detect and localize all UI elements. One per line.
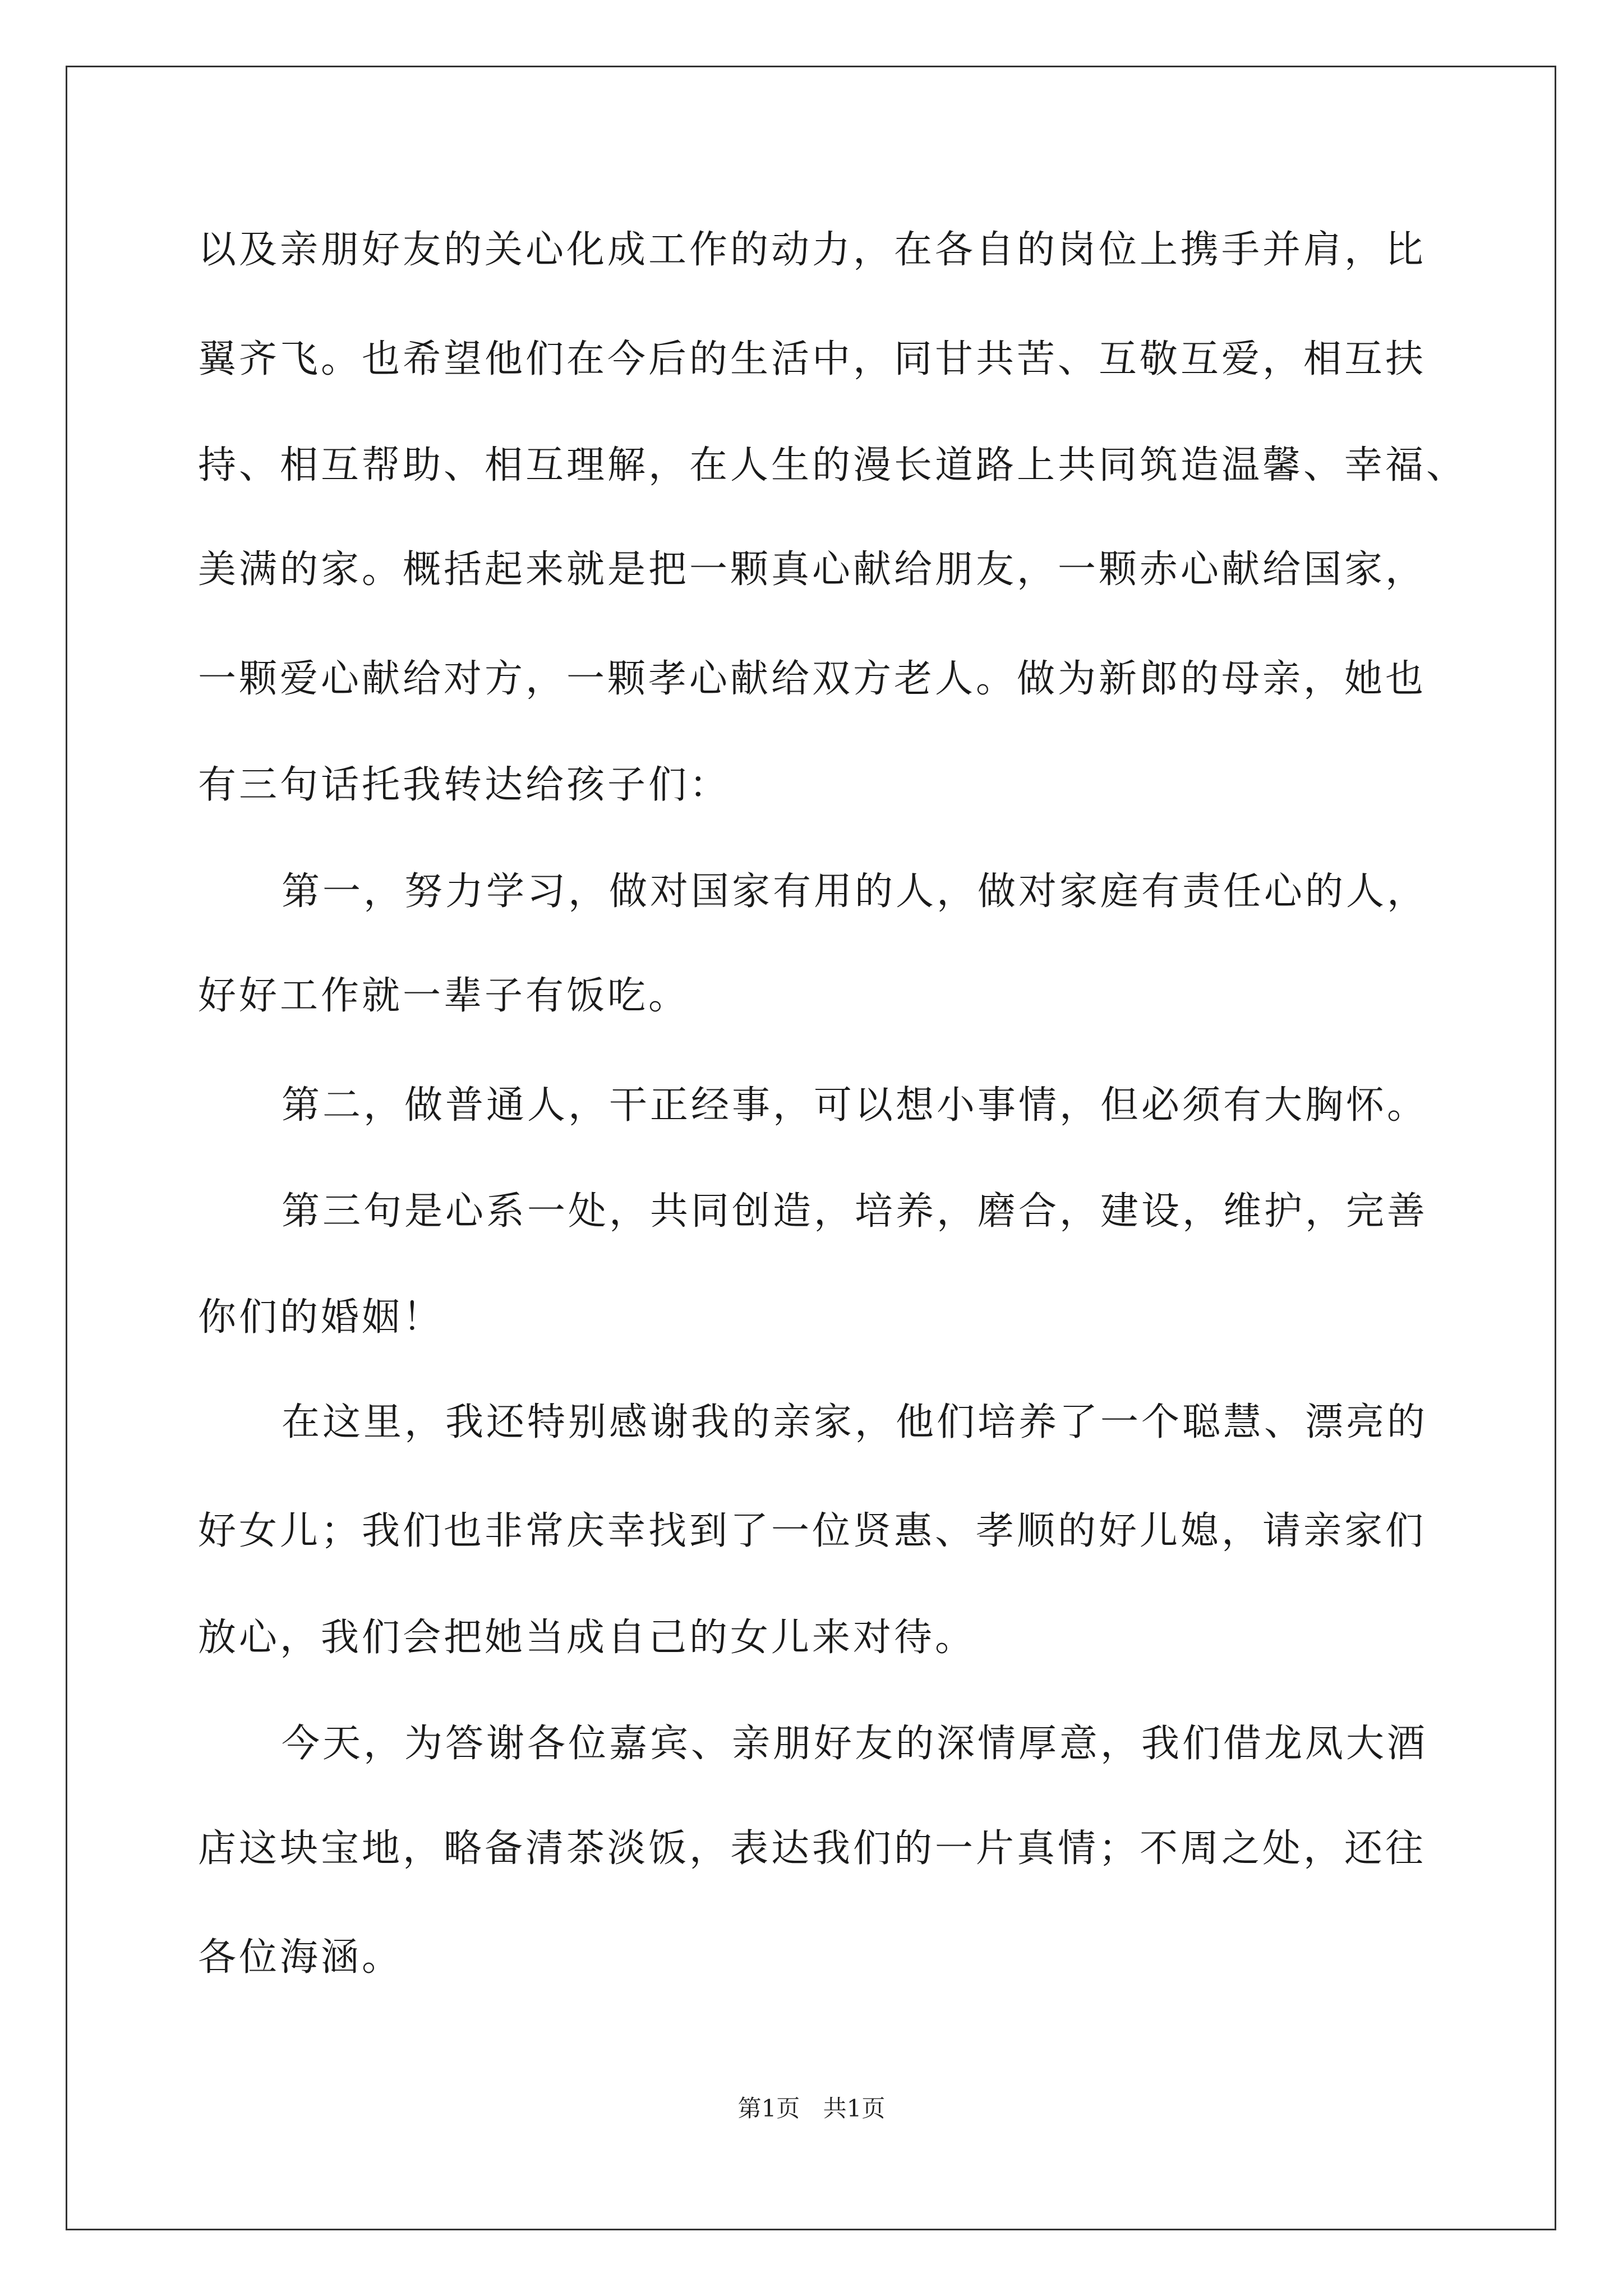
text-line: 放心，我们会把她当成自己的女儿来对待。: [198, 1616, 976, 1660]
page-total: 共1页: [823, 2095, 886, 2122]
text-line: 好好工作就一辈子有饭吃。: [198, 974, 690, 1018]
text-line: 店这块宝地，略备清茶淡饭，表达我们的一片真情；不周之处，还往: [198, 1826, 1427, 1871]
text-line: 你们的婚姻！: [198, 1295, 444, 1340]
paragraph-first-line: 第三句是心系一处，共同创造，培养，磨合，建设，维护，完善: [282, 1189, 1428, 1234]
text-line: 翼齐飞。也希望他们在今后的生活中，同甘共苦、互敬互爱，相互扶: [198, 337, 1427, 381]
page-border: [66, 66, 1556, 2230]
text-line: 一颗爱心献给对方，一颗孝心献给双方老人。做为新郎的母亲，她也: [198, 657, 1427, 701]
text-line: 以及亲朋好友的关心化成工作的动力，在各自的岗位上携手并肩，比: [198, 228, 1427, 272]
paragraph-first-line: 第二，做普通人，干正经事，可以想小事情，但必须有大胸怀。: [282, 1083, 1428, 1128]
paragraph-first-line: 今天，为答谢各位嘉宾、亲朋好友的深情厚意，我们借龙凤大酒: [282, 1722, 1428, 1766]
text-line: 美满的家。概括起来就是把一颗真心献给朋友，一颗赤心献给国家，: [198, 547, 1427, 592]
text-line: 持、相互帮助、相互理解，在人生的漫长道路上共同筑造温馨、幸福、: [198, 443, 1468, 487]
text-line: 好女儿；我们也非常庆幸找到了一位贤惠、孝顺的好儿媳，请亲家们: [198, 1509, 1427, 1553]
text-line: 有三句话托我转达给孩子们：: [198, 763, 731, 807]
page-footer: [0, 2097, 1623, 2120]
text-line: 各位海涵。: [198, 1935, 403, 1980]
page-number: 第1页: [737, 2095, 800, 2122]
paragraph-first-line: 第一，努力学习，做对国家有用的人，做对家庭有责任心的人，: [282, 869, 1428, 914]
paragraph-first-line: 在这里，我还特别感谢我的亲家，他们培养了一个聪慧、漂亮的: [282, 1400, 1428, 1444]
